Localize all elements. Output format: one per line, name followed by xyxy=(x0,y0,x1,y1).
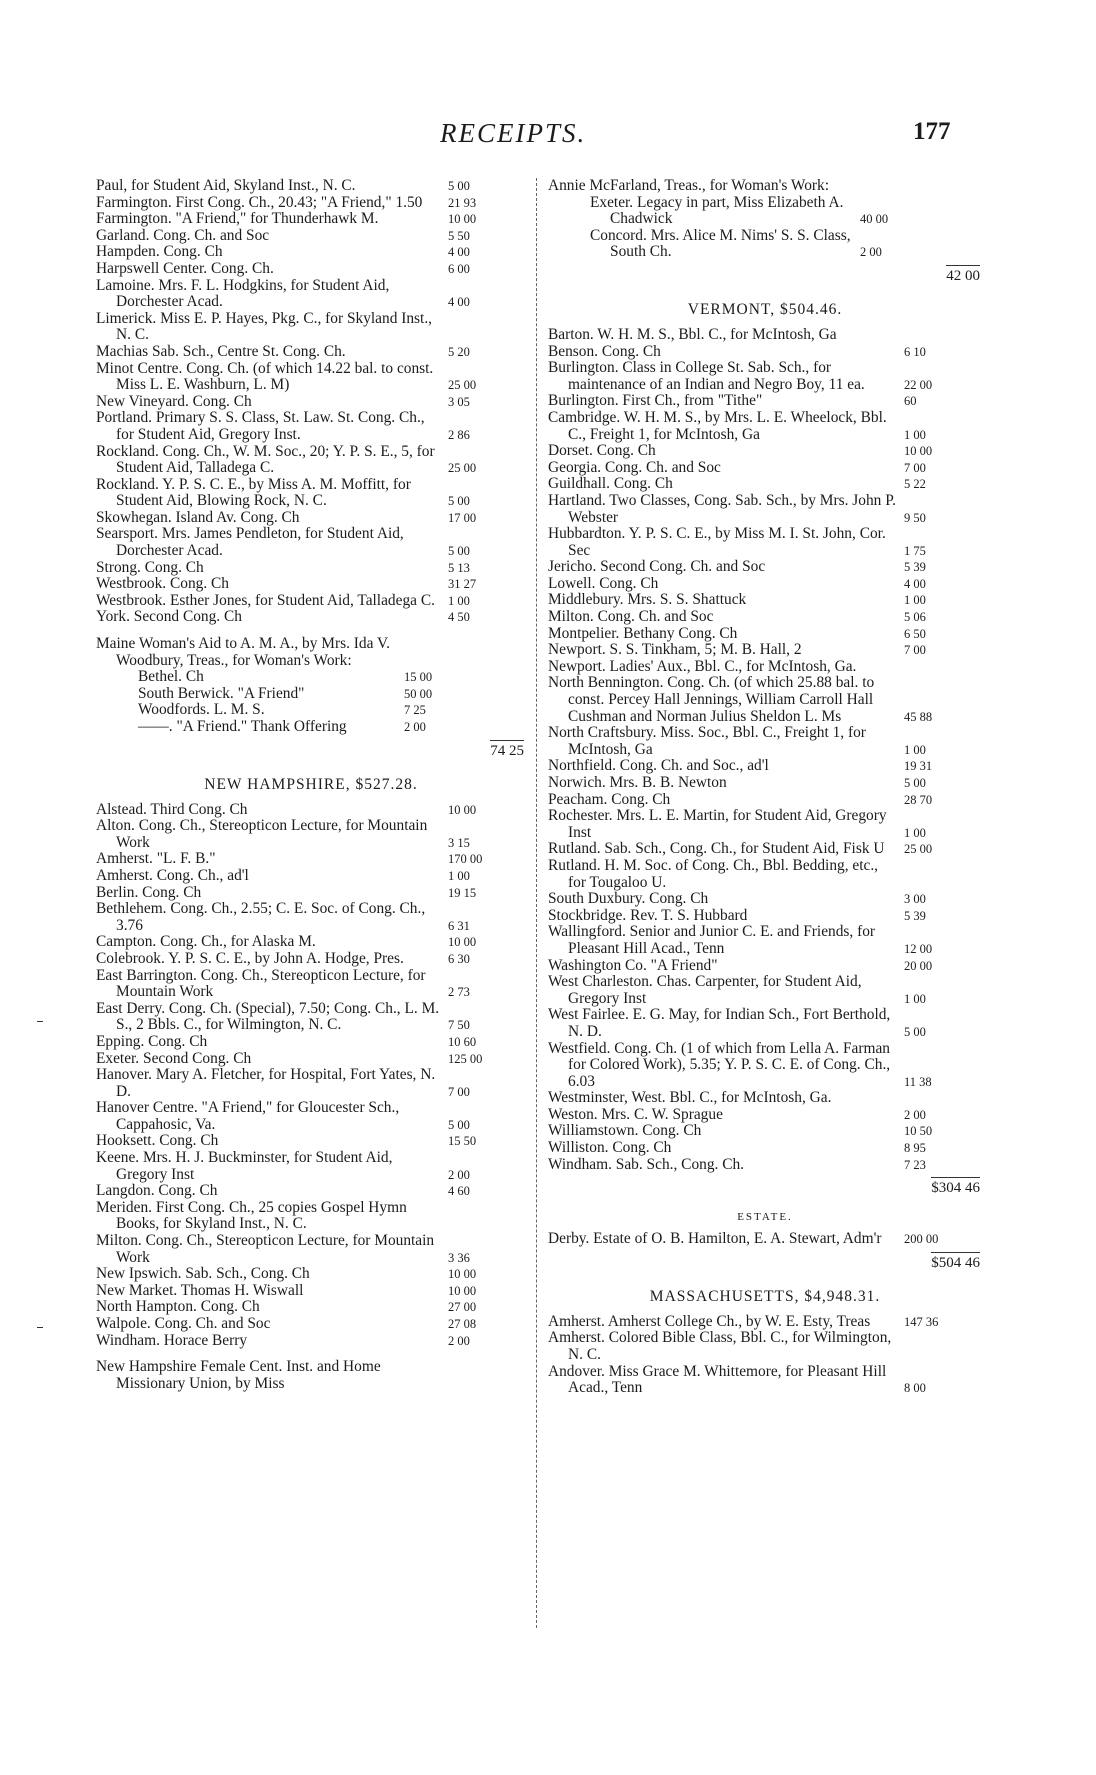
receipt-entry xyxy=(96,1100,526,1133)
entry-text: Newport. Ladies' Aux., Bbl. C., for McIntosh, Ga. xyxy=(548,657,857,675)
entry-amount: 10 60 xyxy=(448,1034,477,1049)
receipt-entry xyxy=(548,393,982,410)
entry-text: Amherst. Cong. Ch., ad'l xyxy=(96,866,249,884)
receipt-entry xyxy=(548,576,982,593)
entry-text: Limerick. Miss E. P. Hayes, Pkg. C., for Skyland Inst., N. C. xyxy=(96,309,433,344)
entry-text: Garland. Cong. Ch. and Soc xyxy=(96,226,270,244)
entry-amount: 5 00 xyxy=(904,776,926,790)
receipt-entry xyxy=(96,951,526,968)
entry-amount: 9 50 xyxy=(904,510,926,525)
entry-amount: 7 23 xyxy=(904,1157,926,1172)
entry-text: Lowell. Cong. Ch xyxy=(548,574,659,592)
receipt-entry xyxy=(96,934,526,951)
entry-amount: 6 50 xyxy=(904,626,926,641)
receipt-entry xyxy=(590,228,982,261)
entry-text: Hampden. Cong. Ch xyxy=(96,243,223,261)
entry-text: Washington Co. "A Friend" xyxy=(548,956,718,974)
entry-amount: 2 00 xyxy=(904,1107,926,1122)
entry-text: Hooksett. Cong. Ch xyxy=(96,1132,219,1150)
entry-text: Hubbardton. Y. P. S. C. E., by Miss M. I. St. John, Cor. Sec xyxy=(548,525,886,559)
receipt-entry xyxy=(96,410,526,443)
entry-amount: 45 88 xyxy=(904,709,933,724)
entry-amount: 7 25 xyxy=(404,703,426,718)
entry-text: Farmington. First Cong. Ch., 20.43; "A Friend," 1.50 xyxy=(96,193,423,211)
entry-amount: 5 20 xyxy=(448,344,470,359)
receipt-entry xyxy=(96,261,526,278)
receipt-entry xyxy=(548,642,982,659)
receipt-entry xyxy=(548,841,982,858)
receipt-entry xyxy=(96,901,526,934)
entry-text: Bethlehem. Cong. Ch., 2.55; C. E. Soc. of Cong. Ch., 3.76 xyxy=(96,900,426,934)
entry-text: Lamoine. Mrs. F. L. Hodgkins, for Student Aid, Dorchester Acad. xyxy=(96,276,390,311)
maine-woman-items xyxy=(96,669,526,735)
right-column xyxy=(548,178,982,1397)
entry-amount: 3 05 xyxy=(448,394,470,409)
receipt-entry xyxy=(548,775,982,792)
entry-amount: 8 95 xyxy=(904,1141,926,1156)
entry-text: Stockbridge. Rev. T. S. Hubbard xyxy=(548,906,748,924)
receipt-entry xyxy=(96,1299,526,1316)
entry-amount: 60 xyxy=(904,394,917,409)
entry-text: Windham. Sab. Sch., Cong. Ch. xyxy=(548,1155,745,1173)
entry-amount: 10 50 xyxy=(904,1124,933,1139)
maine-woman-intro: Maine Woman's Aid to A. M. A., by Mrs. Ida V. Woodbury, Treas., for Woman's Work: xyxy=(96,635,390,669)
receipt-entry xyxy=(96,477,526,510)
receipt-entry xyxy=(548,443,982,460)
receipt-entry xyxy=(138,686,526,703)
massachusetts-entries xyxy=(548,1314,982,1397)
receipt-entry xyxy=(96,1051,526,1068)
entry-text: Exeter. Second Cong. Ch xyxy=(96,1049,252,1067)
entry-amount: 2 00 xyxy=(448,1333,470,1348)
entry-text: Harpswell Center. Cong. Ch. xyxy=(96,259,274,277)
vermont-heading: VERMONT, $504.46. xyxy=(687,300,843,318)
annie-total: 42 00 xyxy=(548,261,982,289)
entry-text: Amherst. "L. F. B." xyxy=(96,850,216,868)
entry-amount: 5 00 xyxy=(904,1024,926,1039)
receipt-entry xyxy=(548,808,982,841)
receipt-entry xyxy=(96,1333,526,1350)
entry-text: North Craftsbury. Miss. Soc., Bbl. C., Freight 1, for McIntosh, Ga xyxy=(548,724,866,758)
entry-text: South Duxbury. Cong. Ch xyxy=(548,890,709,908)
entry-amount: 10 00 xyxy=(448,1283,477,1298)
receipt-entry xyxy=(548,1123,982,1140)
entry-amount: 6 00 xyxy=(448,261,470,276)
entry-text: Searsport. Mrs. James Pendleton, for Student Aid, Dorchester Acad. xyxy=(96,525,404,560)
receipt-entry xyxy=(96,1283,526,1300)
entry-text: Georgia. Cong. Ch. and Soc xyxy=(548,458,721,476)
vermont-entries xyxy=(548,327,982,1173)
entry-text: South Berwick. "A Friend" xyxy=(138,684,305,702)
receipt-entry xyxy=(548,958,982,975)
entry-amount: 1 00 xyxy=(904,742,926,757)
entry-text: Amherst. Colored Bible Class, Bbl. C., for Wilmington, N. C. xyxy=(548,1329,892,1364)
page-header xyxy=(0,118,1096,158)
receipt-entry xyxy=(96,818,526,851)
entry-text: Minot Centre. Cong. Ch. (of which 14.22 bal. to const. Miss L. E. Washburn, L. M) xyxy=(96,359,434,394)
receipt-entry xyxy=(96,1233,526,1266)
entry-text: Windham. Horace Berry xyxy=(96,1331,248,1349)
entry-text: Guildhall. Cong. Ch xyxy=(548,475,673,493)
receipt-entry xyxy=(548,344,982,361)
estate-heading: ESTATE. xyxy=(737,1211,793,1224)
entry-amount: 17 00 xyxy=(448,510,477,525)
receipt-entry xyxy=(548,460,982,477)
entry-text: Machias Sab. Sch., Centre St. Cong. Ch. xyxy=(96,342,346,360)
receipt-entry xyxy=(548,592,982,609)
entry-text: Barton. W. H. M. S., Bbl. C., for McIntosh, Ga xyxy=(548,325,837,343)
entry-text: Rockland. Cong. Ch., W. M. Soc., 20; Y. P. S. E., 5, for Student Aid, Talladega C. xyxy=(96,442,435,477)
entry-amount: 10 00 xyxy=(904,444,933,459)
entry-amount: 5 00 xyxy=(448,179,470,193)
receipt-entry xyxy=(548,1041,982,1091)
entry-text: Middlebury. Mrs. S. S. Shattuck xyxy=(548,591,747,609)
entry-text: Peacham. Cong. Ch xyxy=(548,790,671,808)
entry-amount: 170 00 xyxy=(448,852,483,867)
receipt-entry xyxy=(548,974,982,1007)
entry-text: Hanover Centre. "A Friend," for Gloucester Sch., Cappahosic, Va. xyxy=(96,1099,400,1133)
entry-text: Westfield. Cong. Ch. (1 of which from Lella A. Farman for Colored Work), 5.35; Y. P. S. C. E. of Cong. Ch., 6.03 xyxy=(548,1039,891,1090)
entry-text: Amherst. Amherst College Ch., by W. E. Esty, Treas xyxy=(548,1312,871,1330)
entry-text: Farmington. "A Friend," for Thunderhawk M. xyxy=(96,210,379,228)
entry-amount: 1 00 xyxy=(904,825,926,840)
entry-text: Milton. Cong. Ch., Stereopticon Lecture, for Mountain Work xyxy=(96,1232,435,1266)
new-hampshire-entries xyxy=(96,802,526,1350)
receipt-entry xyxy=(548,360,982,393)
receipt-entry xyxy=(548,924,982,957)
entry-text: Dorset. Cong. Ch xyxy=(548,442,656,460)
entry-text: Rochester. Mrs. L. E. Martin, for Student Aid, Gregory Inst xyxy=(548,807,887,841)
entry-amount: 10 00 xyxy=(448,935,477,950)
entry-text: Milton. Cong. Ch. and Soc xyxy=(548,608,714,626)
entry-text: Wallingford. Senior and Junior C. E. and Friends, for Pleasant Hill Acad., Tenn xyxy=(548,923,876,957)
entry-amount: 2 00 xyxy=(448,1167,470,1182)
entry-text: Paul, for Student Aid, Skyland Inst., N. C. xyxy=(96,177,356,194)
entry-amount: 7 50 xyxy=(448,1018,470,1033)
maine-woman-total: 74 25 xyxy=(96,736,526,764)
receipt-entry xyxy=(548,792,982,809)
margin-mark xyxy=(37,1327,43,1328)
receipt-entry xyxy=(548,675,982,725)
vermont-total: $504 46 xyxy=(548,1248,982,1276)
receipt-entry xyxy=(96,1150,526,1183)
entry-amount: 4 00 xyxy=(904,576,926,591)
running-title: RECEIPTS. xyxy=(440,118,587,148)
annie-intro: Annie McFarland, Treas., for Woman's Work: xyxy=(548,177,830,194)
entry-amount: 10 00 xyxy=(448,802,477,817)
receipt-entry xyxy=(96,1200,526,1233)
receipt-entry xyxy=(548,526,982,559)
entry-amount: 7 00 xyxy=(448,1084,470,1099)
entry-amount: 40 00 xyxy=(860,212,889,227)
receipt-entry xyxy=(548,1157,982,1174)
receipt-entry xyxy=(548,858,982,891)
entry-text: West Fairlee. E. G. May, for Indian Sch., Fort Berthold, N. D. xyxy=(548,1006,891,1040)
entry-amount: 3 15 xyxy=(448,835,470,850)
receipt-entry xyxy=(548,1364,982,1397)
entry-text: New Vineyard. Cong. Ch xyxy=(96,392,252,410)
entry-amount: 19 15 xyxy=(448,885,477,900)
entry-text: Strong. Cong. Ch xyxy=(96,558,204,576)
entry-text: North Hampton. Cong. Ch xyxy=(96,1298,260,1316)
receipt-entry xyxy=(96,1133,526,1150)
receipt-entry xyxy=(138,702,526,719)
receipt-entry xyxy=(96,1183,526,1200)
entry-text: Montpelier. Bethany Cong. Ch xyxy=(548,624,738,642)
receipt-entry xyxy=(96,1001,526,1034)
entry-text: East Derry. Cong. Ch. (Special), 7.50; Cong. Ch., L. M. S., 2 Bbls. C., for Wilmington, N. C. xyxy=(96,999,440,1034)
entry-text: Rockland. Y. P. S. C. E., by Miss A. M. Moffitt, for Student Aid, Blowing Rock, N. C. xyxy=(96,475,411,510)
annie-items xyxy=(548,195,982,261)
entry-amount: 5 06 xyxy=(904,610,926,625)
receipt-entry xyxy=(96,1034,526,1051)
entry-amount: 20 00 xyxy=(904,958,933,973)
receipt-entry xyxy=(548,609,982,626)
entry-text: Bethel. Ch xyxy=(138,668,204,686)
receipt-entry xyxy=(548,327,982,344)
receipt-entry xyxy=(548,758,982,775)
entry-amount: 6 31 xyxy=(448,918,470,933)
receipt-entry xyxy=(138,669,526,686)
entry-amount: 22 00 xyxy=(904,377,933,392)
receipt-entry xyxy=(96,526,526,559)
receipt-entry xyxy=(548,891,982,908)
receipt-entry xyxy=(96,593,526,610)
entry-amount: 2 73 xyxy=(448,985,470,1000)
receipt-entry xyxy=(548,559,982,576)
receipt-entry xyxy=(548,493,982,526)
receipt-entry xyxy=(96,311,526,344)
entry-amount: 8 00 xyxy=(904,1381,926,1396)
entry-amount: 10 00 xyxy=(448,212,477,227)
receipt-entry xyxy=(96,968,526,1001)
entry-amount: 27 00 xyxy=(448,1300,477,1315)
entry-text: Portland. Primary S. S. Class, St. Law. St. Cong. Ch., for Student Aid, Gregory Inst. xyxy=(96,409,425,443)
entry-amount: 15 00 xyxy=(404,670,433,685)
entry-text: Hanover. Mary A. Fletcher, for Hospital, Fort Yates, N. D. xyxy=(96,1066,436,1100)
entry-text: Meriden. First Cong. Ch., 25 copies Gospel Hymn Books, for Skyland Inst., N. C. xyxy=(96,1198,407,1233)
entry-text: Concord. Mrs. Alice M. Nims' S. S. Class, South Ch. xyxy=(590,226,851,261)
receipt-entry xyxy=(96,609,526,626)
receipt-entry xyxy=(548,1330,982,1363)
receipt-entry xyxy=(96,444,526,477)
entry-text: Benson. Cong. Ch xyxy=(548,342,661,360)
entry-amount: 147 36 xyxy=(904,1314,939,1329)
receipt-entry xyxy=(96,1266,526,1283)
entry-amount: 4 00 xyxy=(448,245,470,260)
vermont-subtotal: $304 46 xyxy=(548,1173,982,1201)
receipt-entry xyxy=(548,1140,982,1157)
receipt-entry xyxy=(96,178,526,195)
receipt-entry xyxy=(548,476,982,493)
receipt-entry xyxy=(96,802,526,819)
page-number: 177 xyxy=(913,118,951,145)
receipt-entry xyxy=(548,410,982,443)
receipt-entry xyxy=(96,576,526,593)
entry-text: Burlington. First Ch., from "Tithe" xyxy=(548,392,763,410)
receipt-entry xyxy=(96,361,526,394)
entry-text: New Market. Thomas H. Wiswall xyxy=(96,1281,304,1299)
entry-amount: 1 00 xyxy=(448,593,470,608)
receipt-entry xyxy=(96,394,526,411)
entry-amount: 6 30 xyxy=(448,951,470,966)
entry-amount: 1 00 xyxy=(904,593,926,608)
receipt-entry xyxy=(590,195,982,228)
entry-text: Epping. Cong. Ch xyxy=(96,1032,208,1050)
entry-amount: 1 00 xyxy=(904,427,926,442)
entry-amount: 4 50 xyxy=(448,610,470,625)
entry-text: Langdon. Cong. Ch xyxy=(96,1182,218,1200)
entry-amount: 3 36 xyxy=(448,1250,470,1265)
entry-amount: 4 60 xyxy=(448,1184,470,1199)
receipt-entry xyxy=(96,510,526,527)
entry-text: York. Second Cong. Ch xyxy=(96,608,242,626)
receipt-entry xyxy=(96,560,526,577)
massachusetts-heading: MASSACHUSETTS, $4,948.31. xyxy=(649,1287,881,1305)
entry-text: Colebrook. Y. P. S. C. E., by John A. Hodge, Pres. xyxy=(96,949,404,967)
entry-amount: 25 00 xyxy=(448,461,477,476)
receipt-entry xyxy=(138,719,526,736)
receipt-entry xyxy=(548,725,982,758)
entry-amount: 25 00 xyxy=(448,378,477,393)
entry-amount: 12 00 xyxy=(904,941,933,956)
new-hampshire-heading: NEW HAMPSHIRE, $527.28. xyxy=(204,775,418,793)
entry-text: Northfield. Cong. Ch. and Soc., ad'l xyxy=(548,757,769,775)
entry-amount: 28 70 xyxy=(904,792,933,807)
entry-amount: 3 00 xyxy=(904,892,926,907)
entry-text: New Ipswich. Sab. Sch., Cong. Ch xyxy=(96,1265,310,1283)
receipt-entry xyxy=(96,278,526,311)
entry-amount: 1 75 xyxy=(904,543,926,558)
entry-text: Weston. Mrs. C. W. Sprague xyxy=(548,1105,723,1123)
receipt-entry xyxy=(548,908,982,925)
entry-amount: 27 08 xyxy=(448,1317,477,1331)
entry-amount: 7 00 xyxy=(904,460,926,475)
entry-text: Rutland. Sab. Sch., Cong. Ch., for Student Aid, Fisk U xyxy=(548,840,885,858)
entry-text: Williston. Cong. Ch xyxy=(548,1139,672,1157)
entry-text: Cambridge. W. H. M. S., by Mrs. L. E. Wheelock, Bbl. C., Freight 1, for McIntosh, Ga xyxy=(548,408,887,443)
entry-text: Alstead. Third Cong. Ch xyxy=(96,800,248,818)
receipt-entry xyxy=(96,211,526,228)
entry-amount: 4 00 xyxy=(448,295,470,310)
receipt-entry xyxy=(96,195,526,212)
entry-amount: 2 00 xyxy=(404,720,426,734)
entry-amount: 1 00 xyxy=(904,991,926,1006)
receipt-entry xyxy=(96,228,526,245)
entry-text: Westminster, West. Bbl. C., for McIntosh, Ga. xyxy=(548,1089,832,1107)
entry-text: Campton. Cong. Ch., for Alaska M. xyxy=(96,933,316,951)
receipt-entry xyxy=(548,1107,982,1124)
entry-text: Norwich. Mrs. B. B. Newton xyxy=(548,774,727,791)
entry-amount: 2 86 xyxy=(448,427,470,442)
entry-amount: 25 00 xyxy=(904,842,933,857)
entry-amount: 6 10 xyxy=(904,344,926,359)
entry-text: Hartland. Two Classes, Cong. Sab. Sch., by Mrs. John P. Webster xyxy=(548,491,896,526)
entry-amount: 1 00 xyxy=(448,868,470,883)
receipt-entry xyxy=(96,344,526,361)
receipt-entry xyxy=(96,868,526,885)
entry-amount: 21 93 xyxy=(448,195,477,210)
entry-amount: 5 50 xyxy=(448,228,470,243)
entry-text: Skowhegan. Island Av. Cong. Ch xyxy=(96,508,300,526)
entry-amount: 125 00 xyxy=(448,1051,483,1066)
margin-mark xyxy=(37,1021,43,1022)
entry-text: Walpole. Cong. Ch. and Soc xyxy=(96,1315,271,1332)
entry-text: West Charleston. Chas. Carpenter, for Student Aid, Gregory Inst xyxy=(548,973,862,1007)
entry-text: Williamstown. Cong. Ch xyxy=(548,1122,702,1140)
entry-amount: 5 00 xyxy=(448,544,470,559)
entry-amount: 5 22 xyxy=(904,477,926,492)
entry-amount: 5 00 xyxy=(448,494,470,509)
receipt-entry xyxy=(96,1316,526,1333)
entry-amount: 5 13 xyxy=(448,560,470,575)
receipt-entry xyxy=(96,885,526,902)
entry-text: Woodfords. L. M. S. xyxy=(138,701,265,719)
entry-amount: 10 00 xyxy=(448,1267,477,1282)
receipt-entry xyxy=(548,1007,982,1040)
entry-amount: 11 38 xyxy=(904,1074,932,1089)
receipt-entry xyxy=(96,244,526,261)
receipt-entry xyxy=(96,1067,526,1100)
left-column xyxy=(96,178,526,1392)
entry-text: Exeter. Legacy in part, Miss Elizabeth A. Chadwick xyxy=(590,193,844,228)
entry-amount: 5 39 xyxy=(904,560,926,575)
entry-text: Westbrook. Cong. Ch xyxy=(96,575,229,593)
entry-text: Rutland. H. M. Soc. of Cong. Ch., Bbl. Bedding, etc., for Tougaloo U. xyxy=(548,856,879,891)
entry-text: ——. "A Friend." Thank Offering xyxy=(138,718,347,735)
entry-amount: 31 27 xyxy=(448,577,477,592)
entry-text: Jericho. Second Cong. Ch. and Soc xyxy=(548,558,766,576)
estate-entry: Derby. Estate of O. B. Hamilton, E. A. Stewart, Adm'r 200 00 xyxy=(548,1230,939,1248)
entry-text: Alton. Cong. Ch., Stereopticon Lecture, for Mountain Work xyxy=(96,817,428,851)
entry-amount: 7 00 xyxy=(904,643,926,658)
entry-text: Andover. Miss Grace M. Whittemore, for Pleasant Hill Acad., Tenn xyxy=(548,1362,887,1397)
receipt-entry xyxy=(548,1090,982,1107)
entry-text: Keene. Mrs. H. J. Buckminster, for Student Aid, Gregory Inst xyxy=(96,1149,393,1183)
nh-female-entry: New Hampshire Female Cent. Inst. and Home Missionary Union, by Miss xyxy=(96,1358,381,1392)
entry-amount: 50 00 xyxy=(404,686,433,701)
entry-amount: 2 00 xyxy=(860,245,882,260)
entry-text: Berlin. Cong. Ch xyxy=(96,883,202,901)
column-rule xyxy=(536,178,537,1628)
entry-amount: 5 00 xyxy=(448,1117,470,1132)
entry-text: Westbrook. Esther Jones, for Student Aid, Talladega C. xyxy=(96,591,435,609)
entry-amount: 15 50 xyxy=(448,1134,477,1149)
receipt-entry xyxy=(548,1314,982,1331)
entry-text: Newport. S. S. Tinkham, 5; M. B. Hall, 2 xyxy=(548,641,802,659)
receipt-entry xyxy=(548,626,982,643)
entry-amount: 5 39 xyxy=(904,908,926,923)
receipt-entry xyxy=(96,851,526,868)
entry-text: Burlington. Class in College St. Sab. Sch., for maintenance of an Indian and Negro Boy, 11 ea. xyxy=(548,359,865,393)
entry-amount: 19 31 xyxy=(904,759,933,774)
receipt-entry xyxy=(548,659,982,676)
entry-text: North Bennington. Cong. Ch. (of which 25.88 bal. to const. Percey Hall Jennings, William Carroll Hall Cushman and Norman Julius Sheldon L. Ms xyxy=(548,674,875,725)
entry-text: East Barrington. Cong. Ch., Stereopticon Lecture, for Mountain Work xyxy=(96,966,426,1001)
maine-entries xyxy=(96,178,526,626)
